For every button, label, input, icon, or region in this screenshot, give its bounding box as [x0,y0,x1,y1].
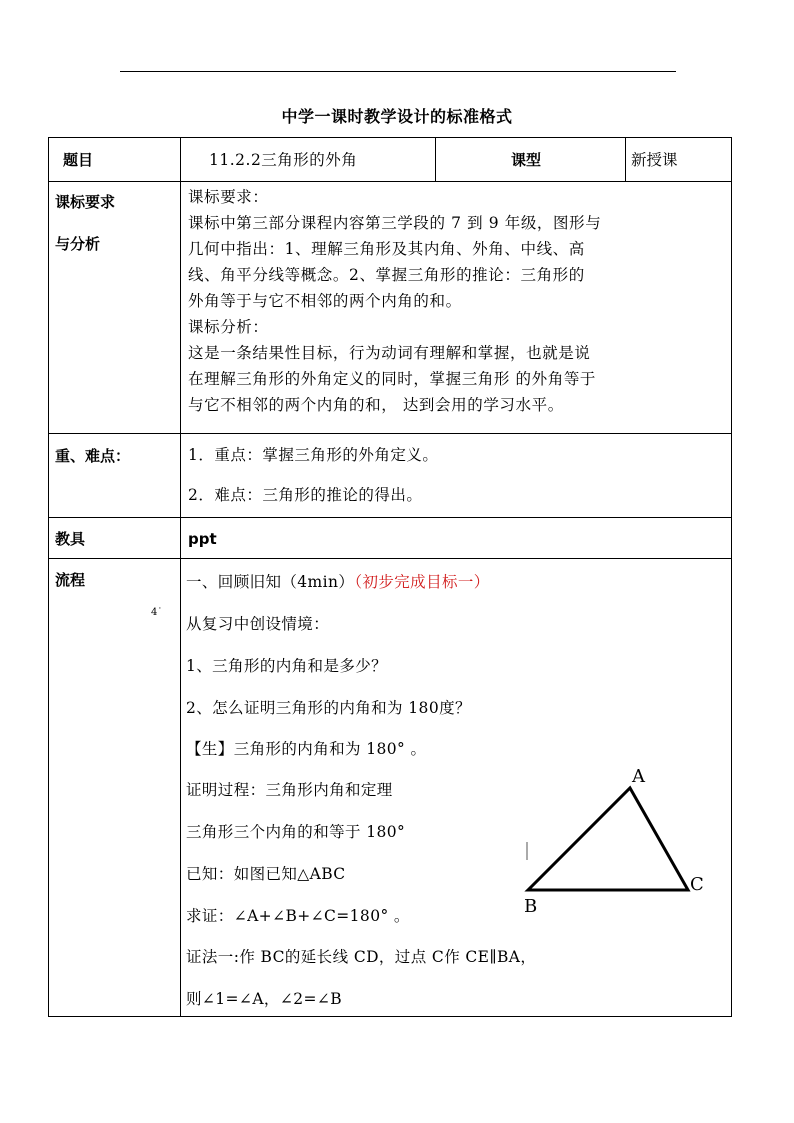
tools-value: ppt [188,530,217,548]
vertex-c-label: C [690,874,704,895]
key-point-2: 2．难点：三角形的推论的得出。 [188,486,423,504]
standards-line: 课标分析： [188,318,269,336]
column-divider [625,138,626,181]
standards-line: 与它不相邻的两个内角的和， 达到会用的学习水平。 [188,396,564,414]
row-divider [49,181,731,182]
vertex-b-label: B [524,896,538,917]
process-line: 2、怎么证明三角形的内角和为 180度？ [186,699,471,717]
step1-heading [186,570,490,592]
lesson-type-label: 课型 [511,151,542,169]
process-line: 证法一:作 BC的延长线 CD，过点 C作 CE∥BA， [186,948,537,966]
process-line: 三角形三个内角的和等于 180° [186,823,406,841]
standards-text [188,184,728,418]
step1-goal: （初步完成目标一） [354,573,490,591]
process-line: 已知：如图已知△ABC [186,865,346,883]
standards-line: 课标中第三部分课程内容第三学段的 7 到 9 年级，图形与 [188,214,602,232]
standards-label-line2: 与分析 [55,235,101,253]
column-divider [180,138,181,1016]
tools-label: 教具 [55,530,86,548]
key-points-label: 重、难点： [55,447,131,465]
standards-line: 线、角平分线等概念。2、掌握三角形的推论：三角形的 [188,266,585,284]
process-line: 【生】三角形的内角和为 180° 。 [186,740,427,758]
row-divider [49,433,731,434]
standards-line: 这是一条结果性目标，行为动词有理解和掌握，也就是说 [188,344,591,362]
process-line: 1、三角形的内角和是多少？ [186,657,388,675]
header-rule [120,71,676,72]
step1-title: 一、回顾旧知（4min） [186,573,355,591]
process-label: 流程 [55,571,86,589]
topic-label: 题目 [63,151,94,169]
process-marker: 4˙ [151,607,163,618]
standards-label-line1: 课标要求 [55,193,116,211]
topic-value: 11.2.2三角形的外角 [209,151,358,169]
document-title: 中学一课时教学设计的标准格式 [281,107,513,126]
vertex-a-label: A [632,768,645,787]
column-divider [435,138,436,181]
standards-line: 外角等于与它不相邻的两个内角的和。 [188,292,462,310]
key-point-1: 1．重点：掌握三角形的外角定义。 [188,446,439,464]
triangle-abc-figure [520,768,710,918]
process-line: 证明过程：三角形内角和定理 [186,781,393,799]
row-divider [49,517,731,518]
process-line: 求证：∠A+∠B+∠C=180° 。 [186,907,410,925]
triangle-outline [528,788,688,890]
standards-line: 课标要求： [188,188,269,206]
process-line: 从复习中创设情境： [186,615,330,633]
lesson-type-value: 新授课 [631,151,678,169]
row-divider [49,558,731,559]
standards-line: 几何中指出：1、理解三角形及其内角、外角、中线、高 [188,240,585,258]
process-line: 则∠1=∠A，∠2=∠B [186,990,343,1008]
standards-line: 在理解三角形的外角定义的同时，掌握三角形 的外角等于 [188,370,597,388]
